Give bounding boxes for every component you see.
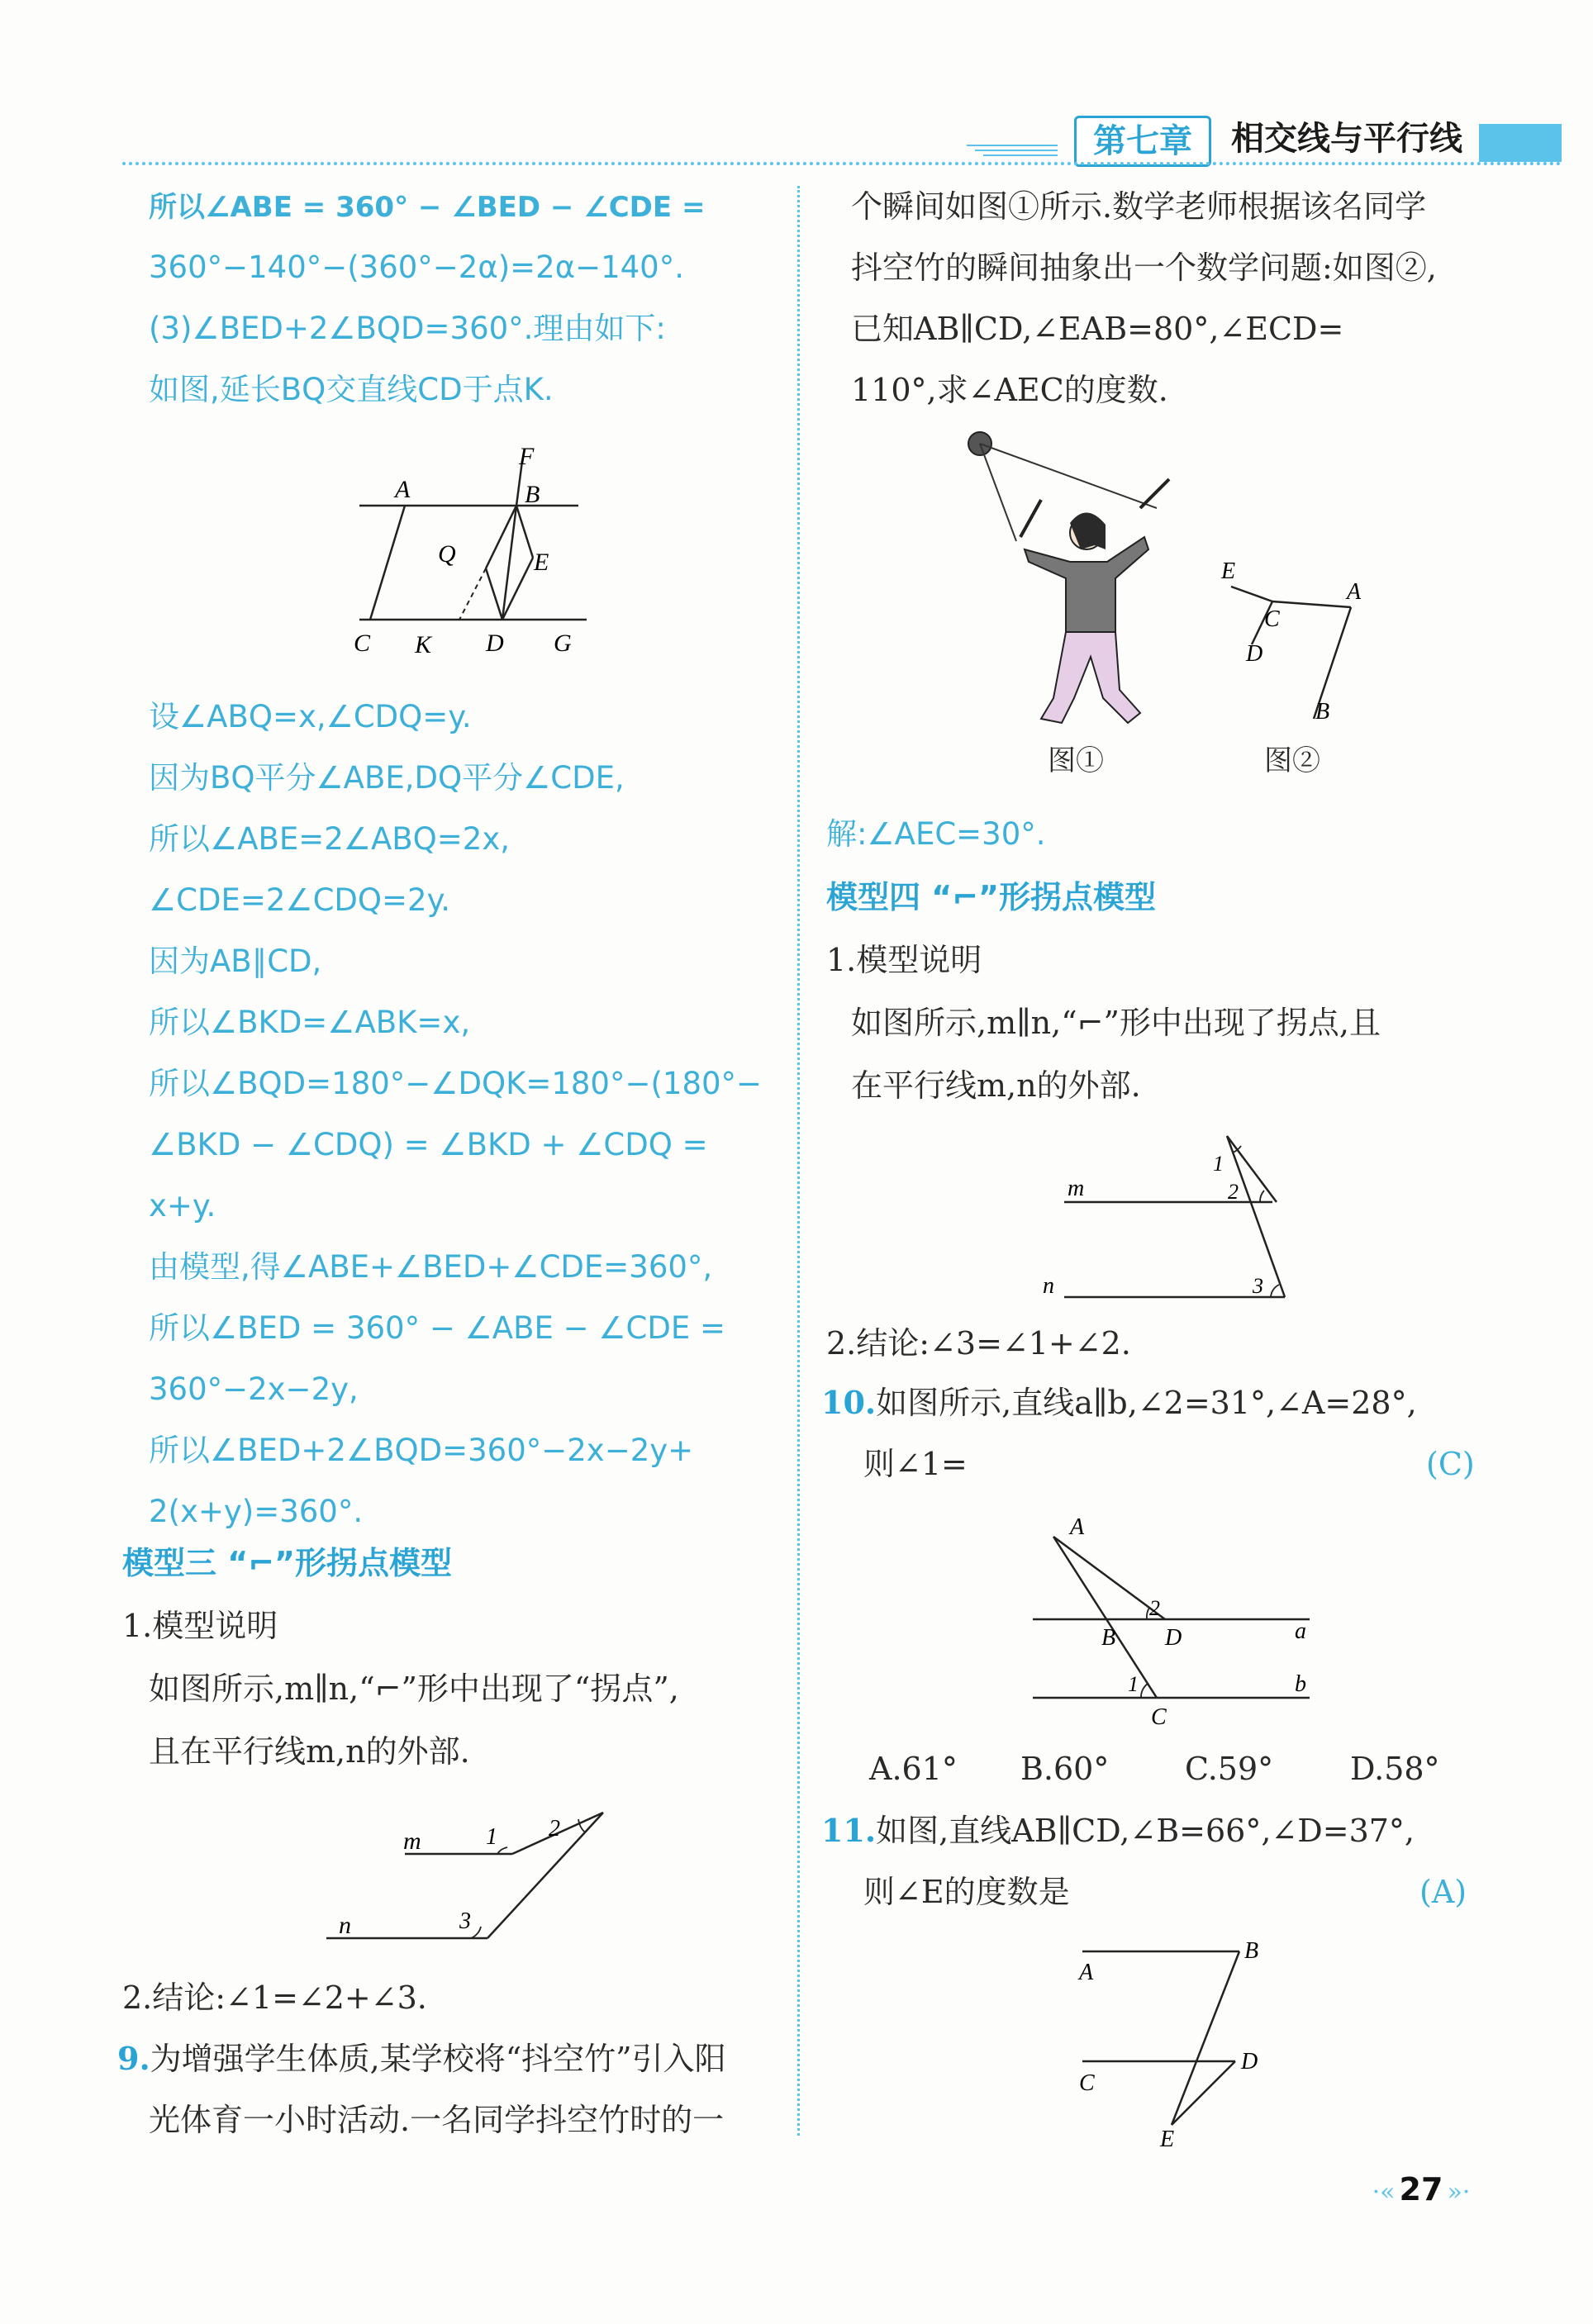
solution-line: 所以∠ABE=2∠ABQ=2x, [149,821,510,857]
label-D: D [1165,1625,1182,1651]
chapter-badge: 第七章 [1074,116,1211,167]
figure-2 [1215,554,1380,735]
label-n: n [339,1912,351,1939]
figure-q10 [1029,1508,1326,1731]
column-divider [797,186,800,2136]
chapter-title: 相交线与平行线 [1231,120,1462,158]
figure-caption: 图① [1048,744,1104,777]
label-K: K [415,631,432,658]
solution-line: 2(x+y)=360°. [149,1494,364,1529]
q9-number: 9. [117,2040,150,2077]
label-D: D [486,630,504,657]
label-angle1: 1 [1128,1672,1139,1696]
label-A: A [1070,1514,1085,1540]
label-E: E [534,549,549,576]
label-angle2: 2 [1228,1180,1239,1204]
q9-cont-line: 个瞬间如图①所示.数学老师根据该名同学 [851,188,1427,225]
q11-number: 11. [821,1812,877,1849]
q11-line: 则∠E的度数是 [863,1874,1070,1910]
q11-stem [821,1809,1415,1852]
label-D: D [1246,641,1263,667]
label-E: E [1221,558,1236,584]
label-angle1: 1 [486,1824,497,1850]
q9-cont-line: 抖空竹的瞬间抽象出一个数学问题:如图②, [851,250,1437,286]
model4-conclusion: 2.结论:∠3=∠1+∠2. [826,1325,1131,1362]
header-decor [967,142,1058,159]
option-d[interactable]: D.58° [1350,1751,1440,1787]
label-F: F [519,446,535,470]
q10-stem [821,1381,1417,1424]
option-a[interactable]: A.61° [869,1751,958,1787]
solution-line [149,185,705,229]
q9-stem [117,2037,726,2080]
label-Q: Q [438,540,456,568]
solution-line: 因为AB∥CD, [149,943,322,979]
q10-number: 10. [821,1384,877,1421]
label-m: m [403,1827,421,1855]
q10-line: 如图所示,直线a∥b,∠2=31°,∠A=28°, [876,1385,1417,1421]
model3-explain-head: 1.模型说明 [122,1608,278,1644]
solution-line: 设∠ABQ=x,∠CDQ=y. [149,699,472,734]
label-A: A [395,476,411,503]
label-G: G [554,630,572,657]
solution-line: 所以∠BED = 360° − ∠ABE − ∠CDE = [149,1310,725,1346]
q11-line: 如图,直线AB∥CD,∠B=66°,∠D=37°, [876,1813,1415,1849]
label-B: B [1315,699,1330,725]
q10-answer: (C) [1426,1446,1475,1482]
solution-line: 所以∠BQD=180°−∠DQK=180°−(180°− [149,1066,763,1101]
header-bar [1479,124,1562,162]
label-C: C [1079,2070,1095,2096]
label-angle1: 1 [1213,1152,1224,1176]
label-E: E [1160,2127,1175,2148]
q9-line: 为增强学生体质,某学校将“抖空竹”引入阳 [150,2041,726,2077]
q10-line: 则∠1= [863,1446,968,1482]
solution-line: x+y. [149,1188,216,1224]
solution-line: 因为BQ平分∠ABE,DQ平分∠CDE, [149,760,625,796]
solution-line: ∠BKD − ∠CDQ) = ∠BKD + ∠CDQ = [149,1127,708,1162]
label-B: B [525,481,540,508]
label-C: C [1264,606,1280,632]
model3-conclusion: 2.结论:∠1=∠2+∠3. [122,1979,427,2016]
label-D: D [1241,2049,1258,2074]
page-number: 27 [1399,2171,1443,2208]
label-m: m [1068,1176,1085,1201]
figure-bqd [347,446,611,661]
figure-model4 [1025,1128,1297,1309]
solution-line: 所以∠BED+2∠BQD=360°−2x−2y+ [149,1433,694,1468]
label-C: C [354,630,371,657]
solution-text: 所以∠ABE = 360° − ∠BED − ∠CDE = [149,191,706,224]
label-angle3: 3 [1253,1274,1263,1298]
page-number-box [1339,2165,1504,2214]
label-A: A [1347,579,1362,605]
figure-model3 [322,1801,620,1950]
figure-diabolo-person [942,425,1206,739]
label-B: B [1101,1625,1116,1651]
solution-line: ∠CDE=2∠CDQ=2y. [149,882,450,918]
q9-line: 光体育一小时活动.一名同学抖空竹时的一 [149,2102,725,2138]
model4-explain-line: 在平行线m,n的外部. [851,1067,1141,1104]
model4-explain-head: 1.模型说明 [826,942,982,978]
chevron-left-icon: ·« [1372,2178,1396,2207]
model3-title: 模型三 “⌐”形拐点模型 [122,1545,453,1581]
label-angle2: 2 [549,1816,560,1842]
option-c[interactable]: C.59° [1185,1751,1274,1787]
label-b: b [1295,1671,1306,1697]
label-C: C [1151,1704,1167,1730]
q9-cont-line: 已知AB∥CD,∠EAB=80°,∠ECD= [851,311,1344,347]
solution-line: (3)∠BED+2∠BQD=360°.理由如下: [149,311,666,346]
chevron-right-icon: »· [1447,2178,1471,2207]
label-n: n [1043,1273,1054,1299]
label-angle2: 2 [1149,1596,1160,1620]
figure-caption: 图② [1264,744,1320,777]
figure-q11 [1066,1933,1281,2148]
solution-line: 360°−2x−2y, [149,1371,359,1407]
q9-answer: 解:∠AEC=30°. [826,816,1046,852]
label-A: A [1079,1960,1094,1985]
header-dotted-rule [122,162,1562,165]
model4-title: 模型四 “⌐”形拐点模型 [826,879,1157,915]
model4-explain-line: 如图所示,m∥n,“⌐”形中出现了拐点,且 [851,1005,1381,1041]
q9-cont-line: 110°,求∠AEC的度数. [851,372,1168,408]
label-angle3: 3 [459,1908,471,1934]
model3-explain-line: 且在平行线m,n的外部. [149,1733,470,1770]
solution-line: 所以∠BKD=∠ABK=x, [149,1005,471,1040]
model3-explain-line: 如图所示,m∥n,“⌐”形中出现了“拐点”, [149,1671,679,1707]
q11-answer: (A) [1419,1874,1467,1910]
solution-line: 360°−140°−(360°−2α)=2α−140°. [149,250,684,285]
label-a: a [1295,1618,1306,1644]
solution-line: 由模型,得∠ABE+∠BED+∠CDE=360°, [149,1249,713,1285]
page-header [0,0,1593,165]
label-B: B [1244,1938,1259,1964]
option-b[interactable]: B.60° [1020,1751,1110,1787]
solution-line: 如图,延长BQ交直线CD于点K. [149,372,554,407]
